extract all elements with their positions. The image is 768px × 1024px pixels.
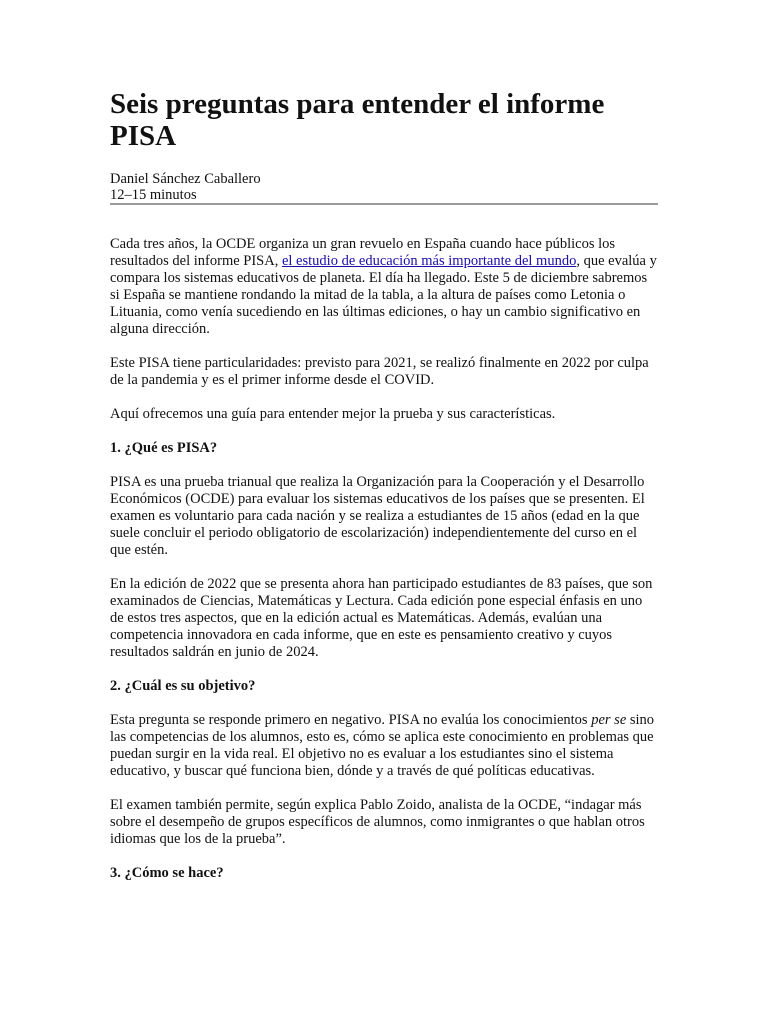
author-name: Daniel Sánchez Caballero: [110, 171, 261, 187]
intro-paragraph-1: [110, 236, 658, 338]
section-2-text-end: sino las competencias de los alumnos, esto es, cómo se aplica este conocimiento en problemas que puedan surgir en la vida real. El objetivo no es evaluar a los estudiantes sino el sistema educativo, y buscar qué funciona bien, dónde y a través de qué políticas educativas.: [110, 712, 655, 779]
section-heading-2: 2. ¿Cuál es su objetivo?: [110, 678, 256, 694]
section-2-text-start: Esta pregunta se responde primero en negativo. PISA no evalúa los conocimientos: [110, 712, 592, 728]
header-divider: [110, 203, 658, 205]
article-title: Seis preguntas para entender el informe PISA: [110, 88, 605, 152]
section-1-paragraph-1: PISA es una prueba trianual que realiza la Organización para la Cooperación y el Desarrollo Económicos (OCDE) para evaluar los sistemas educativos de los países que se presenten. El examen es voluntario para cada nación y se realiza a estudiantes de 15 años (edad en la que suele concluir el periodo obligatorio de escolarización) independientemente del curso en el que estén.: [110, 474, 645, 558]
intro-paragraph-2: Este PISA tiene particularidades: previsto para 2021, se realizó finalmente en 2022 por culpa de la pandemia y es el primer informe desde el COVID.: [110, 355, 649, 388]
italic-phrase: per se: [591, 712, 627, 728]
section-heading-1: 1. ¿Qué es PISA?: [110, 440, 218, 456]
intro-paragraph-3: Aquí ofrecemos una guía para entender mejor la prueba y sus características.: [110, 406, 556, 422]
section-2-paragraph-1: [110, 712, 658, 780]
article-meta: [110, 171, 261, 203]
section-2-paragraph-2: El examen también permite, según explica Pablo Zoido, analista de la OCDE, “indagar más sobre el desempeño de grupos específicos de alumnos, como inmigrantes o que hablan otros idiomas que los de la prueba”.: [110, 797, 645, 847]
intro-text-end: , que evalúa y compara los sistemas educativos de planeta. El día ha llegado. Este 5 de diciembre sabremos si España se mantiene rondando la mitad de la tabla, a la altura de países como Letonia o Lituania, como venía sucediendo en las últimas ediciones, o hay un cambio significativo en alguna dirección.: [110, 253, 657, 337]
section-heading-3: 3. ¿Cómo se hace?: [110, 865, 224, 881]
study-link[interactable]: el estudio de educación más importante del mundo: [281, 253, 577, 269]
intro-text-start: Cada tres años, la OCDE organiza un gran revuelo en España cuando hace públicos los resultados del informe PISA,: [110, 236, 616, 269]
reading-time: 12–15 minutos: [110, 187, 197, 203]
section-1-paragraph-2: En la edición de 2022 que se presenta ahora han participado estudiantes de 83 países, que son examinados de Ciencias, Matemáticas y Lectura. Cada edición pone especial énfasis en uno de estos tres aspectos, que en la edición actual es Matemáticas. Además, evalúan una competencia innovadora en cada informe, que en este es pensamiento creativo y cuyos resultados saldrán en junio de 2024.: [110, 576, 653, 660]
article-body: [110, 236, 658, 899]
